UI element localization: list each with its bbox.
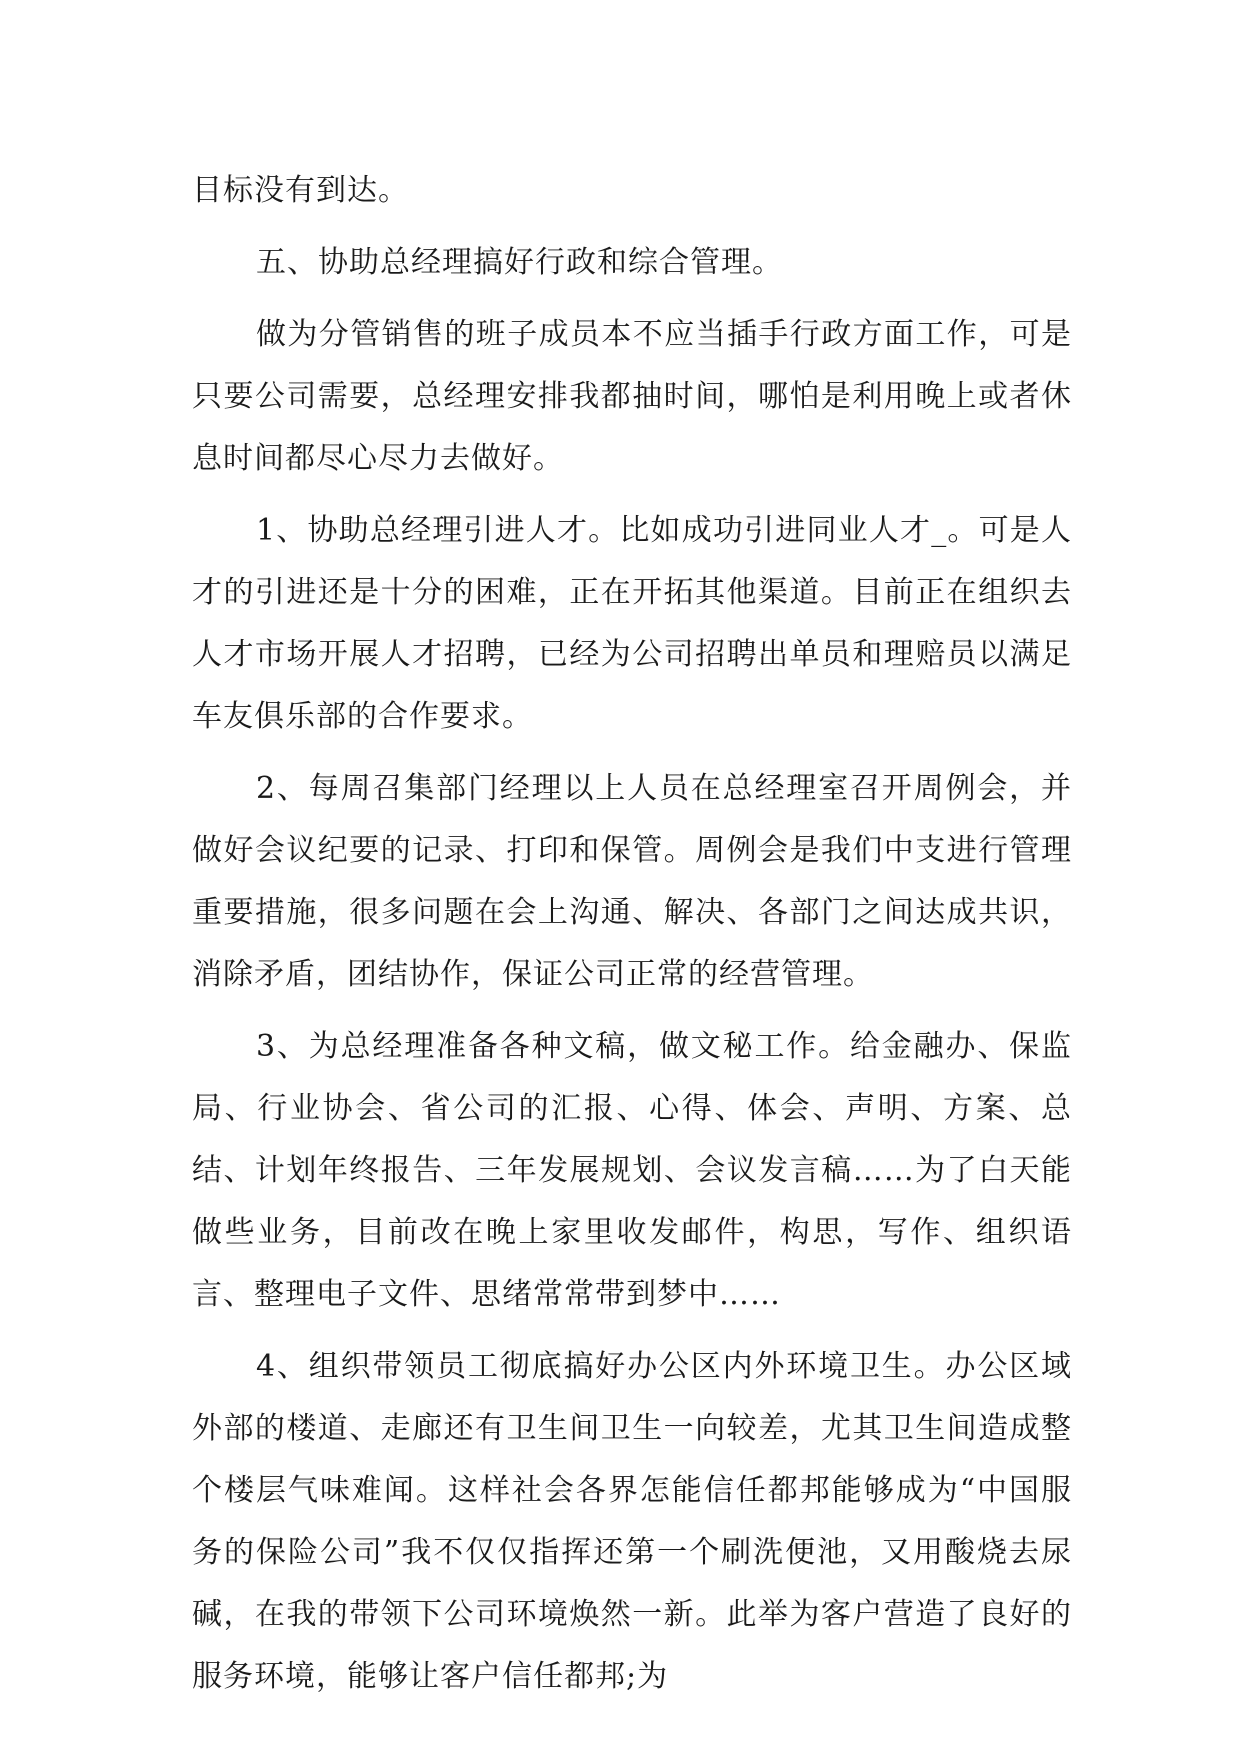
paragraph-item-4: 4、组织带领员工彻底搞好办公区内外环境卫生。办公区域外部的楼道、走廊还有卫生间卫生一向较差，尤其卫生间造成整个楼层气味难闻。这样社会各界怎能信任都邦能够成为“中国服务的保险公司”我不仅仅指挥还第一个刷洗便池，又用酸烧去尿碱，在我的带领下公司环境焕然一新。此举为客户营造了良好的服务环境，能够让客户信任都邦;为: [192, 1349, 1072, 1694]
paragraph-item-1: 1、协助总经理引进人才。比如成功引进同业人才_。可是人才的引进还是十分的困难，正在开拓其他渠道。目前正在组织去人才市场开展人才招聘，已经为公司招聘出单员和理赔员以满足车友俱乐部的合作要求。: [192, 513, 1072, 734]
document-body: [192, 160, 1072, 1718]
paragraph-intro: 做为分管销售的班子成员本不应当插手行政方面工作，可是只要公司需要，总经理安排我都抽时间，哪怕是利用晚上或者休息时间都尽心尽力去做好。: [192, 317, 1072, 476]
section-heading-five: 五、协助总经理搞好行政和综合管理。: [256, 245, 783, 280]
paragraph-item-3: 3、为总经理准备各种文稿，做文秘工作。给金融办、保监局、行业协会、省公司的汇报、心得、体会、声明、方案、总结、计划年终报告、三年发展规划、会议发言稿……为了白天能做些业务，目前改在晚上家里收发邮件，构思，写作、组织语言、整理电子文件、思绪常常带到梦中……: [192, 1029, 1072, 1312]
paragraph-continuation: 目标没有到达。: [192, 173, 409, 208]
paragraph-item-2: 2、每周召集部门经理以上人员在总经理室召开周例会，并做好会议纪要的记录、打印和保管。周例会是我们中支进行管理重要措施，很多问题在会上沟通、解决、各部门之间达成共识，消除矛盾，团结协作，保证公司正常的经营管理。: [192, 771, 1072, 992]
